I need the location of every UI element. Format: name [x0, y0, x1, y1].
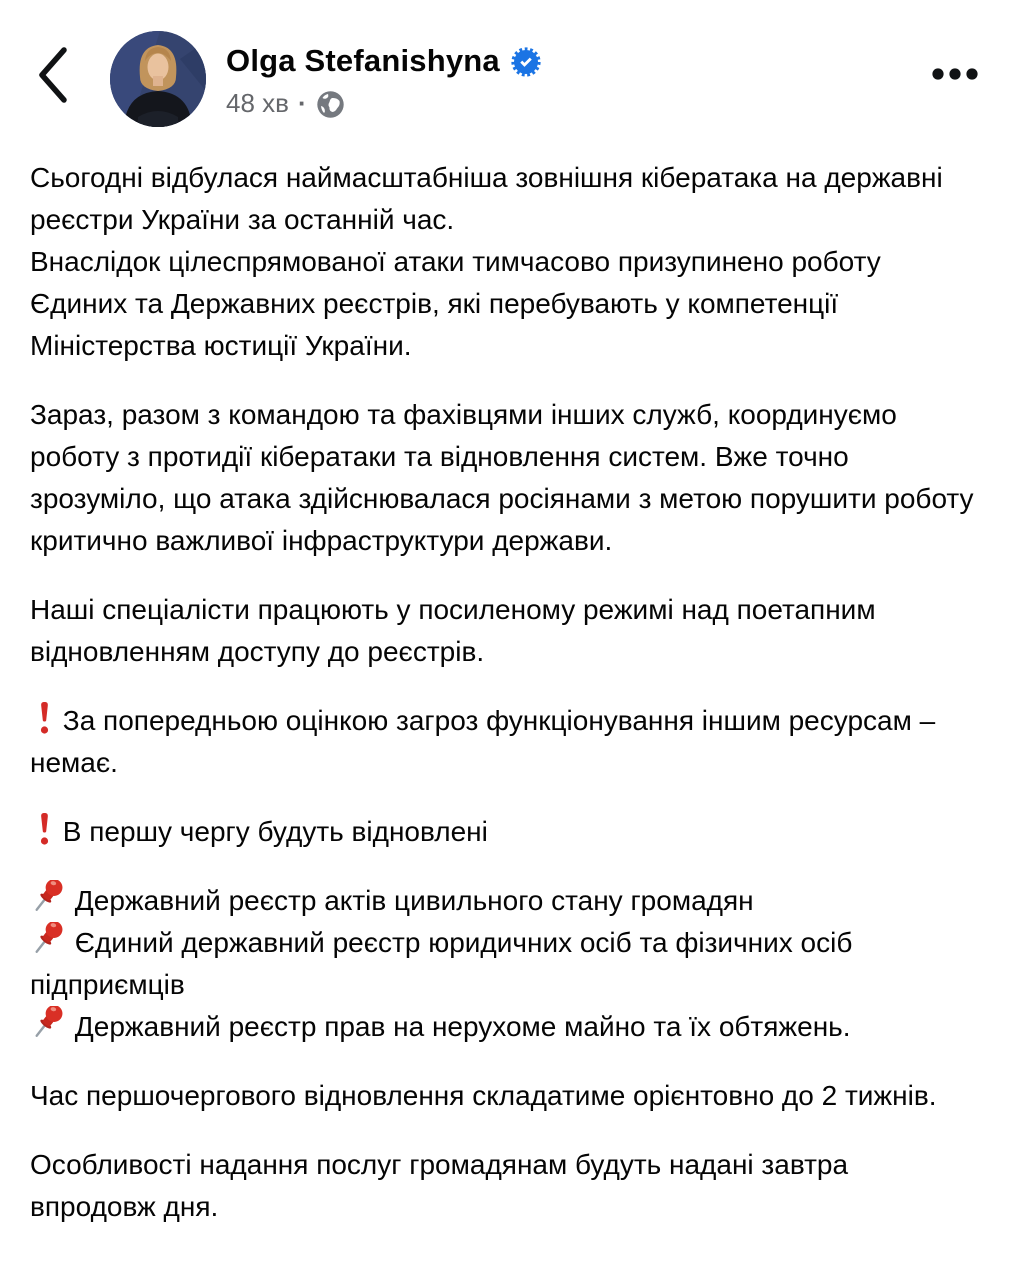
verified-badge-icon: [511, 47, 541, 77]
timestamp: 48 хв: [226, 88, 289, 118]
red-exclamation-icon: [37, 701, 52, 735]
post-paragraph: [30, 1144, 974, 1228]
more-options-icon: [930, 74, 992, 89]
post-text: В першу чергу будуть відновлені: [62, 816, 488, 847]
post-text: Зараз, разом з командою та фахівцями інших служб, координуємо роботу з протидії кібератаки та відновлення систем. Вже точно зрозуміло, що атака здійснювалася росіянами з метою порушити роботу критично важливої інфраструктури держави.: [30, 399, 974, 556]
back-button[interactable]: [30, 42, 76, 108]
globe-icon: [316, 90, 345, 119]
back-chevron-icon: [34, 46, 72, 104]
post-text: Особливості надання послуг громадянам будуть надані завтра впродовж дня.: [30, 1149, 849, 1222]
post-text: Час першочергового відновлення складатиме орієнтовно до 2 тижнів.: [30, 1080, 937, 1111]
post-text: Державний реєстр прав на нерухоме майно та їх обтяжень.: [74, 1011, 851, 1042]
avatar-photo: [110, 31, 206, 127]
post-text: Єдиний державний реєстр юридичних осіб та фізичних осіб підприємців: [30, 927, 853, 1000]
post-body: [30, 157, 974, 1255]
red-pushpin-icon: [30, 880, 66, 918]
post-paragraph: [30, 157, 974, 367]
author-block: [226, 43, 541, 119]
meta-separator: ·: [297, 88, 307, 118]
red-pushpin-icon: [30, 922, 66, 960]
post-paragraph: [30, 394, 974, 562]
red-exclamation-icon: [37, 812, 52, 846]
author-name[interactable]: Olga Stefanishyna: [226, 43, 500, 78]
red-pushpin-icon: [30, 1006, 66, 1044]
post-paragraph: [30, 811, 974, 853]
post-paragraph: [30, 1075, 974, 1117]
post-paragraph: [30, 700, 974, 784]
post-text: Внаслідок цілеспрямованої атаки тимчасово призупинено роботу Єдиних та Державних реєстрів, які перебувають у компетенції Міністерства юстиції України.: [30, 246, 881, 361]
more-options-button[interactable]: [930, 57, 992, 93]
post-text: Наші спеціалісти працюють у посиленому режимі над поетапним відновленням доступу до реєстрів.: [30, 594, 876, 667]
post-text: За попередньою оцінкою загроз функціонування іншим ресурсам – немає.: [30, 705, 936, 778]
avatar[interactable]: [110, 31, 206, 127]
post-text: Сьогодні відбулася наймасштабніша зовнішня кібератака на державні реєстри України за останній час.: [30, 162, 943, 235]
post-paragraph: [30, 589, 974, 673]
post-paragraph: [30, 880, 974, 1048]
post-text: Державний реєстр актів цивильного стану громадян: [74, 885, 754, 916]
post-meta: [226, 88, 541, 119]
